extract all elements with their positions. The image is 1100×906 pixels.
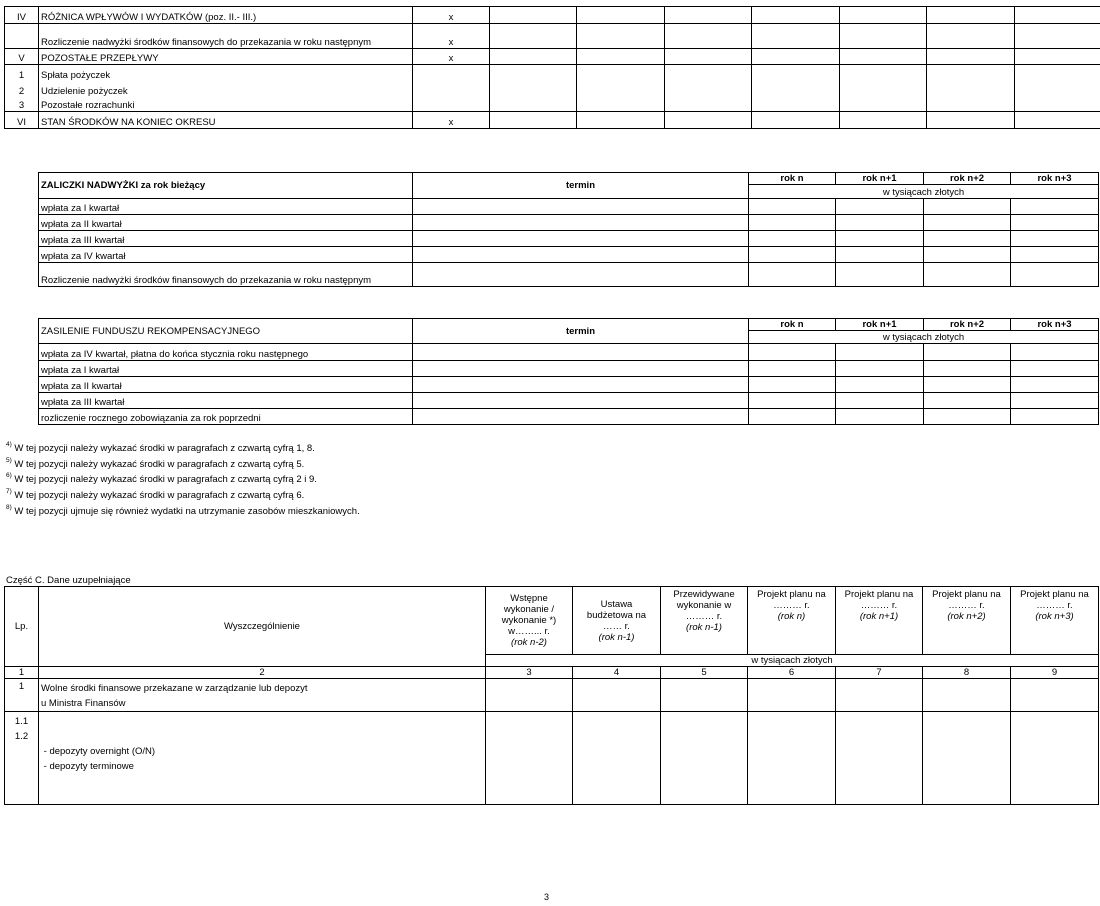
col-header: Projekt planu na ……… r. (rok n) [748, 587, 836, 655]
unit-label: w tysiącach złotych [486, 655, 1099, 667]
zasilenie-row [39, 409, 1099, 425]
zasilenie-termin-header: termin [413, 319, 749, 344]
footnote-text: W tej pozycji należy wykazać środki w paragrafach z czwartą cyfrą 6. [14, 490, 305, 501]
row-label: wpłata za IV kwartał [39, 247, 413, 263]
footnote-number: 4) [6, 441, 12, 448]
zaliczki-row [39, 247, 1099, 263]
column-number: 8 [923, 667, 1011, 679]
column-number: 9 [1011, 667, 1099, 679]
column-number: 4 [573, 667, 661, 679]
row-label: wpłata za II kwartał [39, 377, 413, 393]
year-header: rok n+3 [1011, 173, 1099, 185]
year-header: rok n+1 [836, 173, 924, 185]
footnote-text: W tej pozycji należy wykazać środki w paragrafach z czwartą cyfrą 1, 8. [14, 443, 315, 454]
row-label: wpłata za I kwartał [39, 361, 413, 377]
row-lp [5, 24, 39, 49]
col-header: Przewidywane wykonanie w ……… r. (rok n-1) [661, 587, 748, 655]
row-name: POZOSTAŁE PRZEPŁYWY [39, 49, 413, 65]
row-name: Pozostałe rozrachunki [39, 97, 413, 112]
footnote [6, 486, 304, 502]
column-number: 3 [486, 667, 573, 679]
row-label: wpłata za I kwartał [39, 199, 413, 215]
lp-header: Lp. [5, 587, 39, 667]
zaliczki-row [39, 199, 1099, 215]
unit-label: w tysiącach złotych [749, 331, 1099, 344]
zasilenie-title: ZASILENIE FUNDUSZU REKOMPENSACYJNEGO [39, 319, 413, 344]
footnote [6, 502, 360, 518]
col-header: Projekt planu na ……… r. (rok n+1) [836, 587, 923, 655]
year-header: rok n [749, 173, 836, 185]
zasilenie-row [39, 393, 1099, 409]
zasilenie-row [39, 344, 1099, 361]
footnote-text: W tej pozycji należy wykazać środki w paragrafach z czwartą cyfrą 5. [14, 459, 305, 470]
zasilenie-row [39, 361, 1099, 377]
row-lp: 2 [5, 81, 39, 97]
row-lp: VI [5, 112, 39, 129]
zaliczki-title: ZALICZKI NADWYŻKI za rok bieżący [39, 173, 413, 199]
footnote-number: 8) [6, 504, 12, 511]
part-c-title: Część C. Dane uzupełniające [6, 575, 131, 586]
column-number: 1 [5, 667, 39, 679]
column-number: 2 [39, 667, 486, 679]
row-label: wpłata za IV kwartał, płatna do końca stycznia roku następnego [39, 344, 413, 361]
top-row-2 [5, 81, 1100, 97]
row-mark: x [413, 24, 490, 49]
footnote-number: 6) [6, 472, 12, 479]
col-header: Ustawa budżetowa na …… r. (rok n-1) [573, 587, 661, 655]
column-number: 5 [661, 667, 748, 679]
row-label: wpłata za III kwartał [39, 393, 413, 409]
row-mark [413, 81, 490, 97]
row-lp: IV [5, 7, 39, 24]
footnote-text: W tej pozycji ujmuje się również wydatki na utrzymanie zasobów mieszkaniowych. [14, 506, 360, 517]
zaliczki-row [39, 231, 1099, 247]
zasilenie-table [38, 318, 1099, 425]
footnote [6, 439, 315, 455]
col-header: Projekt planu na ……… r. (rok n+2) [923, 587, 1011, 655]
row-mark [413, 97, 490, 112]
row-lp: 3 [5, 97, 39, 112]
footnote [6, 470, 317, 486]
row-label: wpłata za II kwartał [39, 215, 413, 231]
row-name: Udzielenie pożyczek [39, 81, 413, 97]
zaliczki-termin-header: termin [413, 173, 749, 199]
row-lp: 1 [5, 65, 39, 81]
zaliczki-table [38, 172, 1099, 287]
unit-label: w tysiącach złotych [749, 185, 1099, 199]
year-header: rok n+1 [836, 319, 924, 331]
zasilenie-row [39, 377, 1099, 393]
row-mark: x [413, 49, 490, 65]
top-row-rozliczenie [5, 24, 1100, 49]
name-header: Wyszczególnienie [39, 587, 486, 667]
top-row-1 [5, 65, 1100, 81]
column-number: 7 [836, 667, 923, 679]
table-row [5, 712, 1099, 805]
part-c-table [4, 586, 1099, 805]
zaliczki-row [39, 263, 1099, 287]
row-name: STAN ŚRODKÓW NA KONIEC OKRESU [39, 112, 413, 129]
year-header: rok n+3 [1011, 319, 1099, 331]
top-row-vi [5, 112, 1100, 129]
page-number: 3 [544, 892, 550, 902]
row-name: RÓŻNICA WPŁYWÓW I WYDATKÓW (poz. II.- III.) [39, 7, 413, 24]
column-number: 6 [748, 667, 836, 679]
row-name: - depozyty overnight (O/N) - depozyty terminowe [39, 712, 486, 805]
footnote-number: 5) [6, 457, 12, 464]
row-lp: 1 [5, 679, 39, 712]
row-label: Rozliczenie nadwyżki środków finansowych do przekazania w roku następnym [39, 263, 413, 287]
row-name: Rozliczenie nadwyżki środków finansowych do przekazania w roku następnym [39, 24, 413, 49]
top-row-iv [5, 7, 1100, 24]
row-mark: x [413, 112, 490, 129]
row-name: Wolne środki finansowe przekazane w zarządzanie lub depozyt u Ministra Finansów [39, 679, 486, 712]
zaliczki-row [39, 215, 1099, 231]
row-mark: x [413, 7, 490, 24]
top-row-3 [5, 97, 1100, 112]
top-table [4, 6, 1100, 129]
year-header: rok n+2 [924, 319, 1011, 331]
footnote-text: W tej pozycji należy wykazać środki w paragrafach z czwartą cyfrą 2 i 9. [14, 474, 317, 485]
year-header: rok n+2 [924, 173, 1011, 185]
footnote-number: 7) [6, 488, 12, 495]
col-header: Projekt planu na ……… r. (rok n+3) [1011, 587, 1099, 655]
row-name: Spłata pożyczek [39, 65, 413, 81]
top-row-v [5, 49, 1100, 65]
row-lp: V [5, 49, 39, 65]
table-row [5, 679, 1099, 712]
col-header: Wstępne wykonanie / wykonanie *) w……... r. (rok n-2) [486, 587, 573, 655]
row-lp: 1.1 1.2 [5, 712, 39, 805]
footnote [6, 455, 304, 471]
row-label: wpłata za III kwartał [39, 231, 413, 247]
row-label: rozliczenie rocznego zobowiązania za rok poprzedni [39, 409, 413, 425]
year-header: rok n [749, 319, 836, 331]
column-numbers-row [5, 667, 1099, 679]
row-mark [413, 65, 490, 81]
